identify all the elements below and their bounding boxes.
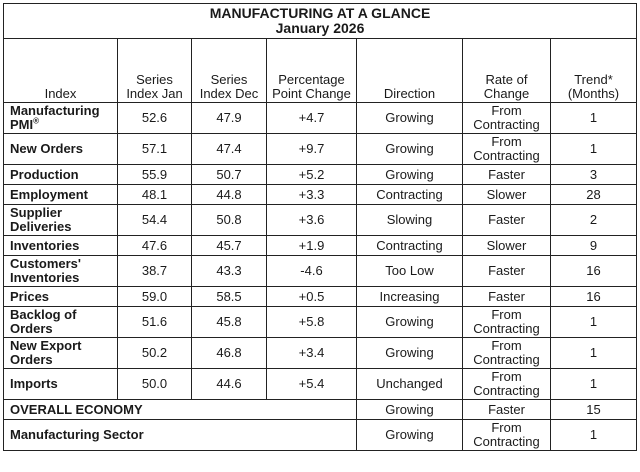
series-jan-cell: 47.6 [118,236,192,256]
direction-cell: Growing [357,338,463,369]
rate-cell: From Contracting [463,307,551,338]
series-dec-cell: 58.5 [192,287,267,307]
series-dec-cell: 43.3 [192,256,267,287]
col-header-rate: Rate of Change [463,39,551,103]
series-dec-cell: 47.9 [192,103,267,134]
col-header-series-dec: Series Index Dec [192,39,267,103]
series-jan-cell: 59.0 [118,287,192,307]
index-name-cell: Employment [4,185,118,205]
table-row-production [4,165,637,185]
table-row-pmi [4,103,637,134]
col-header-series-jan: Series Index Jan [118,39,192,103]
index-name-cell [4,103,118,134]
table-row-supplier-deliveries [4,205,637,236]
series-jan-cell: 38.7 [118,256,192,287]
index-name-cell: Supplier Deliveries [4,205,118,236]
title-text: MANUFACTURING AT A GLANCE [209,5,431,21]
direction-cell: Slowing [357,205,463,236]
col-header-direction: Direction [357,39,463,103]
pp-change-cell: +5.2 [267,165,357,185]
direction-cell: Contracting [357,236,463,256]
rate-cell: From Contracting [463,134,551,165]
pp-change-cell: +5.8 [267,307,357,338]
table-row-new-orders [4,134,637,165]
pp-change-cell: +0.5 [267,287,357,307]
table-row-new-export-orders [4,338,637,369]
col-header-pp-change: Percentage Point Change [267,39,357,103]
series-jan-cell: 54.4 [118,205,192,236]
pp-change-cell: -4.6 [267,256,357,287]
direction-cell: Growing [357,307,463,338]
trend-cell: 1 [551,369,637,400]
rate-cell: Faster [463,256,551,287]
registered-mark: ® [33,116,40,126]
table-row-manufacturing-sector [4,420,637,451]
rate-cell: Faster [463,287,551,307]
trend-cell: 28 [551,185,637,205]
trend-cell: 3 [551,165,637,185]
series-jan-cell: 50.2 [118,338,192,369]
table-row-inventories [4,236,637,256]
trend-cell: 15 [551,400,637,420]
series-jan-cell: 57.1 [118,134,192,165]
series-dec-cell: 44.6 [192,369,267,400]
table-body [4,103,637,451]
index-name-cell: Customers' Inventories [4,256,118,287]
direction-cell: Contracting [357,185,463,205]
header-row [4,39,637,103]
rate-cell: From Contracting [463,103,551,134]
table-row-overall-economy [4,400,637,420]
direction-cell: Increasing [357,287,463,307]
table-row-employment [4,185,637,205]
trend-cell: 16 [551,256,637,287]
index-name-cell: OVERALL ECONOMY [4,400,357,420]
trend-cell: 2 [551,205,637,236]
direction-cell: Unchanged [357,369,463,400]
table-row-imports [4,369,637,400]
table-row-backlog-of-orders [4,307,637,338]
manufacturing-at-a-glance-table-container [3,3,636,468]
series-jan-cell: 55.9 [118,165,192,185]
index-name-cell: Imports [4,369,118,400]
index-name-cell: Backlog of Orders [4,307,118,338]
pp-change-cell: +3.4 [267,338,357,369]
direction-cell: Growing [357,165,463,185]
direction-cell: Growing [357,103,463,134]
direction-cell: Growing [357,420,463,451]
index-name-cell: Manufacturing Sector [4,420,357,451]
index-name: Manufacturing PMI [10,103,100,132]
trend-cell: 1 [551,338,637,369]
index-name-cell: Inventories [4,236,118,256]
rate-cell: Faster [463,205,551,236]
index-name-cell: Prices [4,287,118,307]
index-name-cell: New Orders [4,134,118,165]
trend-cell: 9 [551,236,637,256]
rate-cell: From Contracting [463,420,551,451]
rate-cell: From Contracting [463,338,551,369]
pp-change-cell: +5.4 [267,369,357,400]
index-name-cell: New Export Orders [4,338,118,369]
direction-cell: Growing [357,400,463,420]
series-dec-cell: 50.8 [192,205,267,236]
rate-cell: Slower [463,236,551,256]
series-jan-cell: 52.6 [118,103,192,134]
trend-cell: 1 [551,420,637,451]
series-dec-cell: 47.4 [192,134,267,165]
trend-cell: 1 [551,103,637,134]
trend-cell: 16 [551,287,637,307]
col-header-index: Index [4,39,118,103]
series-dec-cell: 46.8 [192,338,267,369]
rate-cell: Faster [463,400,551,420]
pp-change-cell: +4.7 [267,103,357,134]
series-jan-cell: 51.6 [118,307,192,338]
trend-cell: 1 [551,134,637,165]
subtitle-text: January 2026 [275,20,365,36]
direction-cell: Too Low [357,256,463,287]
series-jan-cell: 50.0 [118,369,192,400]
pp-change-cell: +9.7 [267,134,357,165]
series-jan-cell: 48.1 [118,185,192,205]
rate-cell: From Contracting [463,369,551,400]
rate-cell: Slower [463,185,551,205]
pp-change-cell: +3.6 [267,205,357,236]
direction-cell: Growing [357,134,463,165]
table-row-customers-inventories [4,256,637,287]
summary-table [3,3,637,451]
col-header-trend: Trend* (Months) [551,39,637,103]
rate-cell: Faster [463,165,551,185]
series-dec-cell: 44.8 [192,185,267,205]
series-dec-cell: 45.8 [192,307,267,338]
trend-cell: 1 [551,307,637,338]
pp-change-cell: +1.9 [267,236,357,256]
table-title [4,4,637,39]
pp-change-cell: +3.3 [267,185,357,205]
series-dec-cell: 45.7 [192,236,267,256]
index-name-cell: Production [4,165,118,185]
table-row-prices [4,287,637,307]
series-dec-cell: 50.7 [192,165,267,185]
